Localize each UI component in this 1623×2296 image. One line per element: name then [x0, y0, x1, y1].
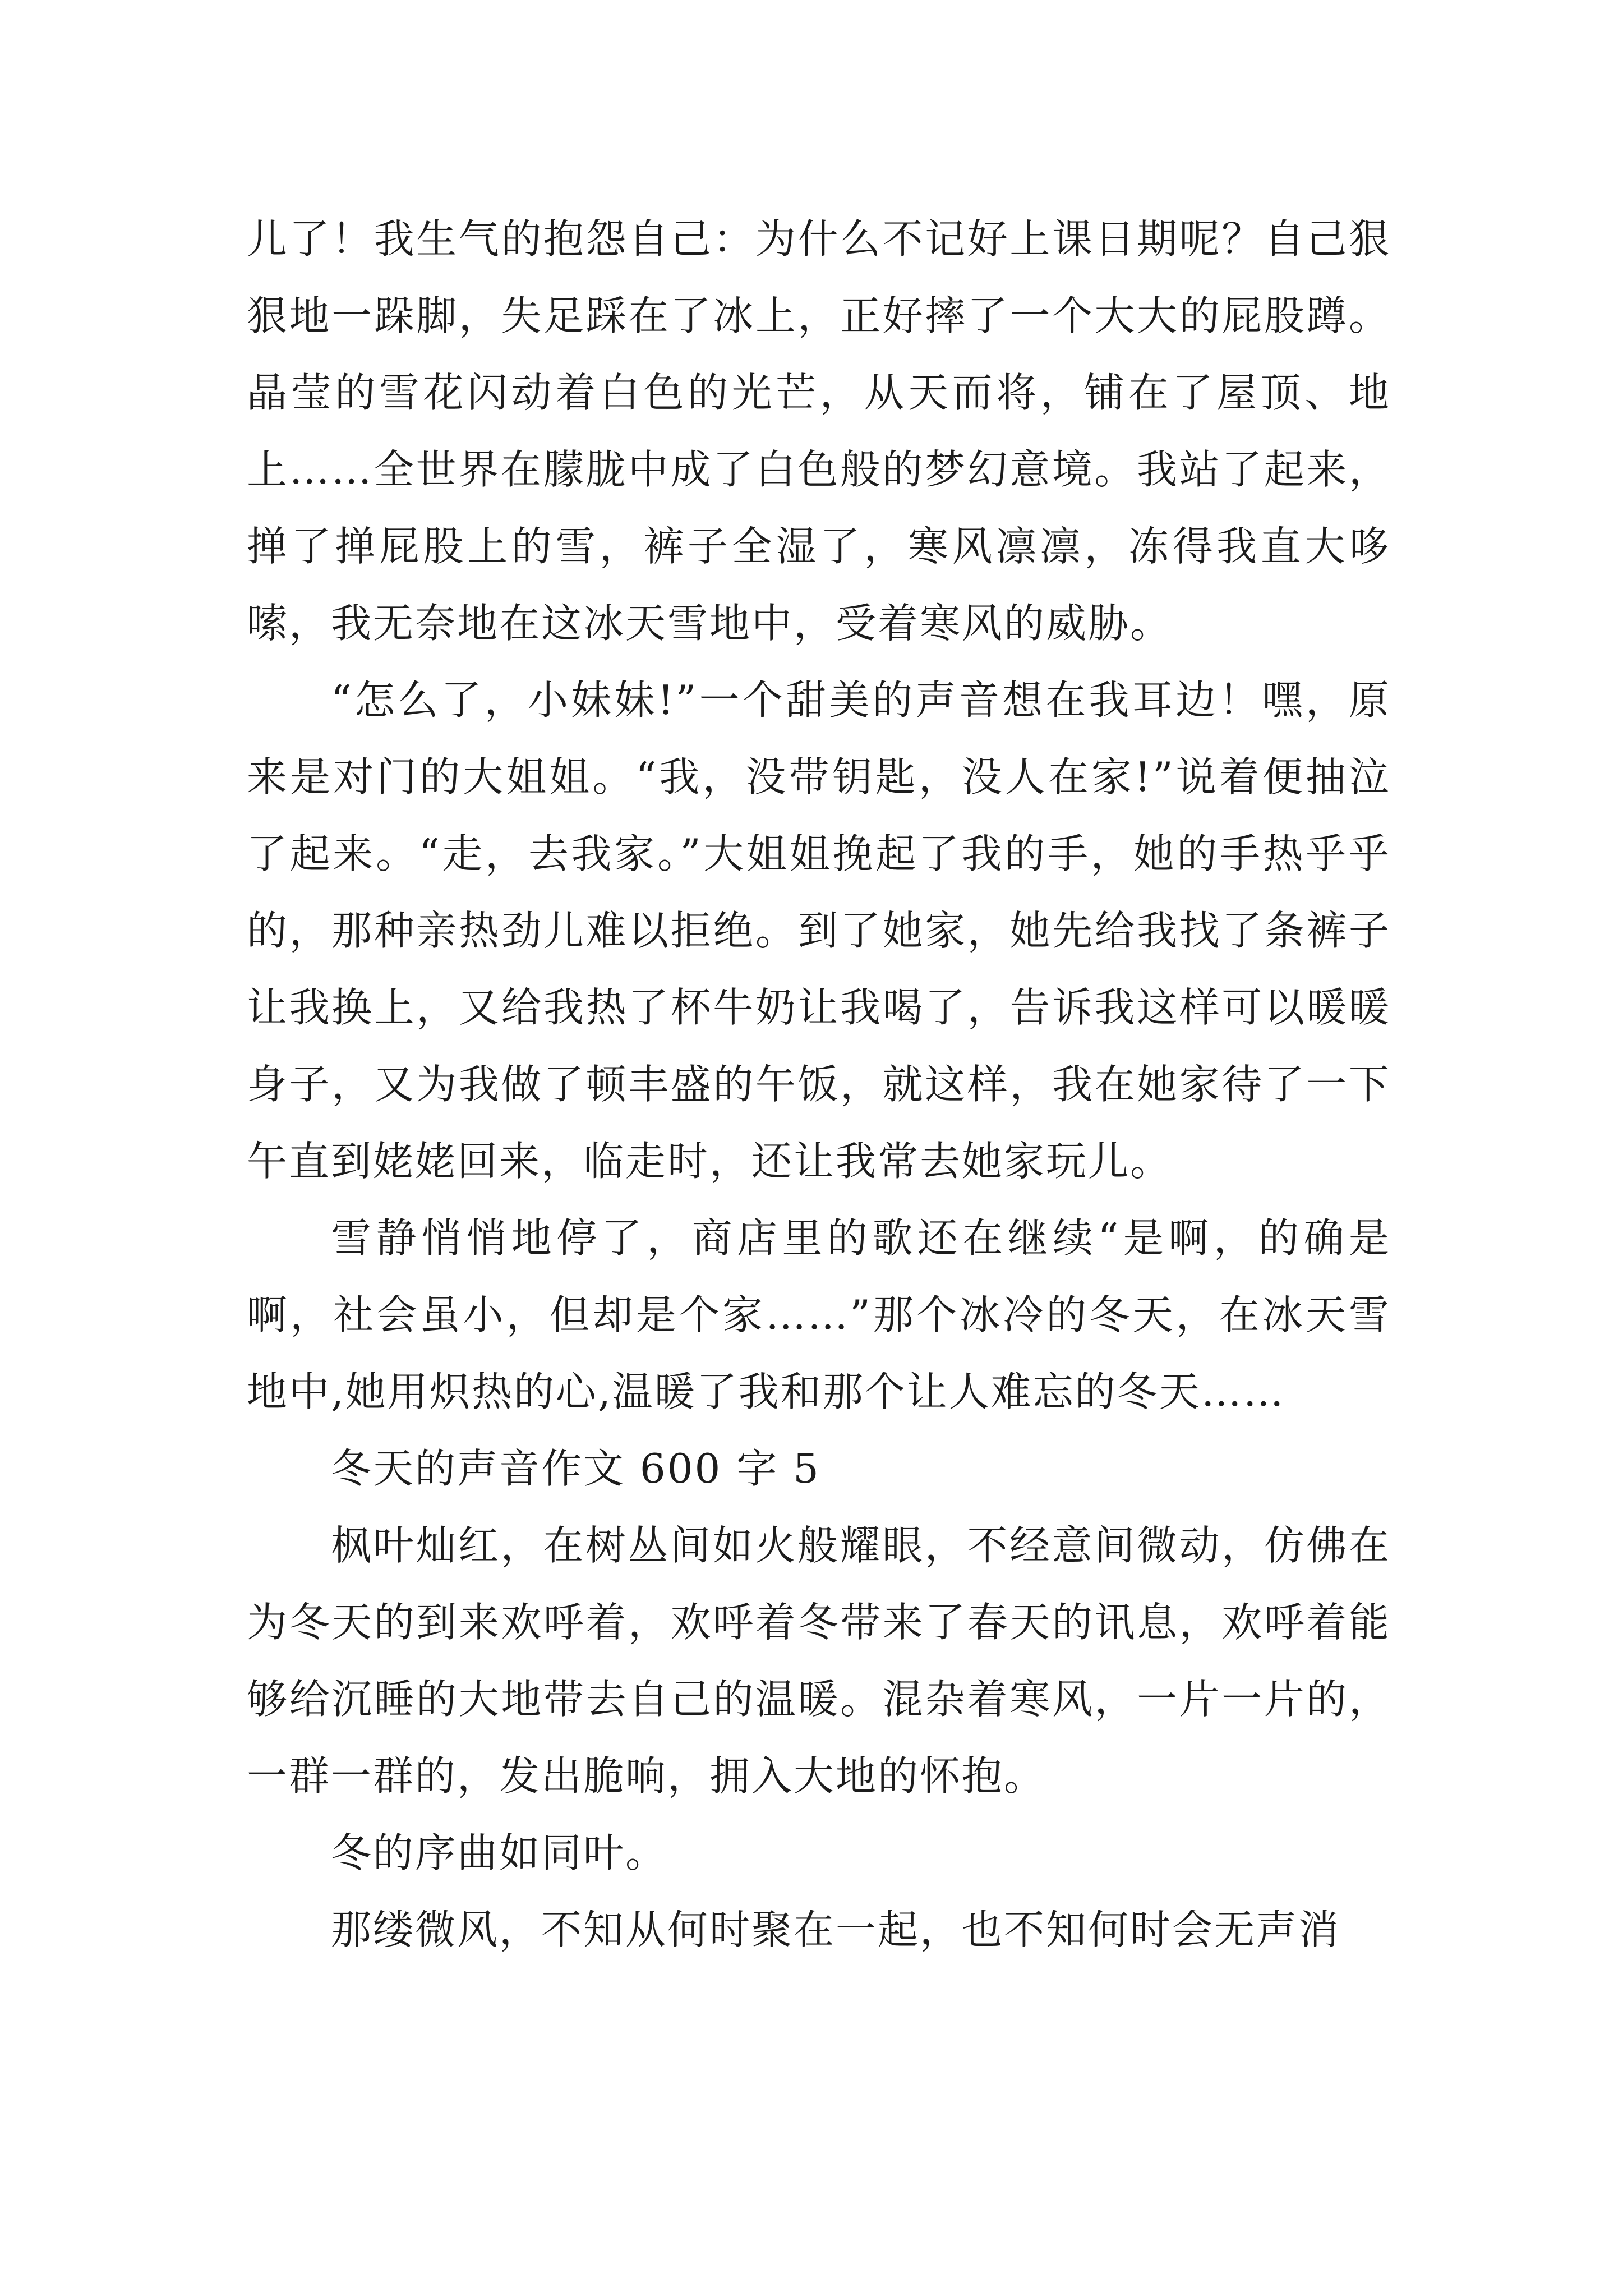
section-heading: 冬天的声音作文 600 字 5 [331, 1445, 820, 1492]
paragraph-6: 那缕微风，不知从何时聚在一起，也不知何时会无声消 [331, 1906, 1341, 1953]
paragraph-2: “怎么了，小妹妹!”一个甜美的声音想在我耳边！嘿，原来是对门的大姐姐。“我，没带钥匙，没人在家!”说着便抽泣了起来。“走，去我家。”大姐姐挽起了我的手，她的手热乎乎的，那种亲热劲儿难以拒绝。到了她家，她先给我找了条裤子让我换上，又给我热了杯牛奶让我喝了，告诉我这样可以暖暖身子，又为我做了顿丰盛的午饭，就这样，我在她家待了一下午直到姥姥回来，临走时，还让我常去她家玩儿。 [247, 677, 1391, 1185]
paragraph-3: 雪静悄悄地停了，商店里的歌还在继续“是啊，的确是啊，社会虽小，但却是个家……”那个冰冷的冬天，在冰天雪地中,她用炽热的心,温暖了我和那个让人难忘的冬天…… [247, 1214, 1391, 1415]
body-text [247, 201, 1391, 1968]
paragraph-5: 冬的序曲如同叶。 [331, 1829, 668, 1876]
paragraph-4: 枫叶灿红，在树丛间如火般耀眼，不经意间微动，仿佛在为冬天的到来欢呼着，欢呼着冬带来了春天的讯息，欢呼着能够给沉睡的大地带去自己的温暖。混杂着寒风，一片一片的，一群一群的，发出脆响，拥入大地的怀抱。 [247, 1522, 1391, 1800]
paragraph-1: 儿了！我生气的抱怨自己：为什么不记好上课日期呢？自己狠狠地一跺脚，失足踩在了冰上，正好摔了一个大大的屁股蹲。晶莹的雪花闪动着白色的光芒，从天而将，铺在了屋顶、地上……全世界在朦胧中成了白色般的梦幻意境。我站了起来，掸了掸屁股上的雪，裤子全湿了，寒风凛凛，冻得我直大哆嗦，我无奈地在这冰天雪地中，受着寒风的威胁。 [247, 215, 1391, 647]
